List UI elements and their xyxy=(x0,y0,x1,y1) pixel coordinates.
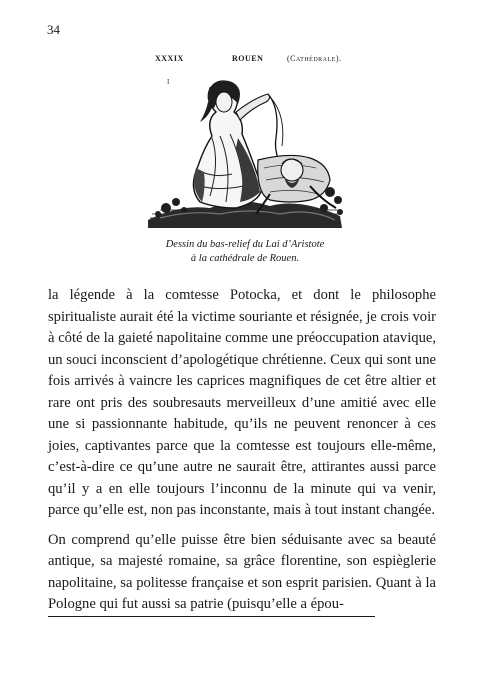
engraving-drawing xyxy=(140,68,350,234)
footnote-rule xyxy=(48,616,375,617)
plate-city: ROUEN xyxy=(232,54,264,63)
plate-header xyxy=(140,52,350,68)
paragraph: la légende à la comtesse Potocka, et dont le philosophe spiritualiste aurait été la victime souriante et résignée, je crois voir à côté de la gaieté napolitaine comme une préoccupation atavique, un souci inconscient d’apologétique chrétienne. Ceux qui sont une fois arrivés à vaincre les caprices magnifiques de cet être altier et rare ont pris des soubresauts merveilleux d’une amitié avec elle une si passionnante habitude, qu’ils ne peuvent renoncer à ces joies, captivantes parce que la comtesse est toujours elle-même, c’est-à-dire ce qu’une autre ne saurait être, attirantes aussi parce qu’il y a en elle toujours l’inconnu de la minute qui va venir, parce qu’elle est, non pas inconstante, mais à tout instant changée. xyxy=(48,287,436,518)
body-text xyxy=(48,285,436,616)
caption-line: à la cathédrale de Rouen. xyxy=(190,253,300,264)
paragraph: On comprend qu’elle puisse être bien séduisante avec sa beauté antique, sa majesté romaine, sa grâce florentine, son espièglerie napolitaine, sa politesse française et son esprit parisien. Quant à la Pologne qui fut aussi sa patrie (puisqu’elle a épou- xyxy=(48,531,436,612)
plate-mark: I xyxy=(167,78,170,86)
bas-relief-illustration xyxy=(140,52,350,234)
plate-site: (Cathédrale). xyxy=(287,54,342,63)
page-number: 34 xyxy=(47,22,60,37)
plate-number: XXXIX xyxy=(155,54,184,63)
figure-caption xyxy=(120,238,370,266)
caption-line: Dessin du bas-relief du Lai d’Aristote xyxy=(165,239,325,250)
